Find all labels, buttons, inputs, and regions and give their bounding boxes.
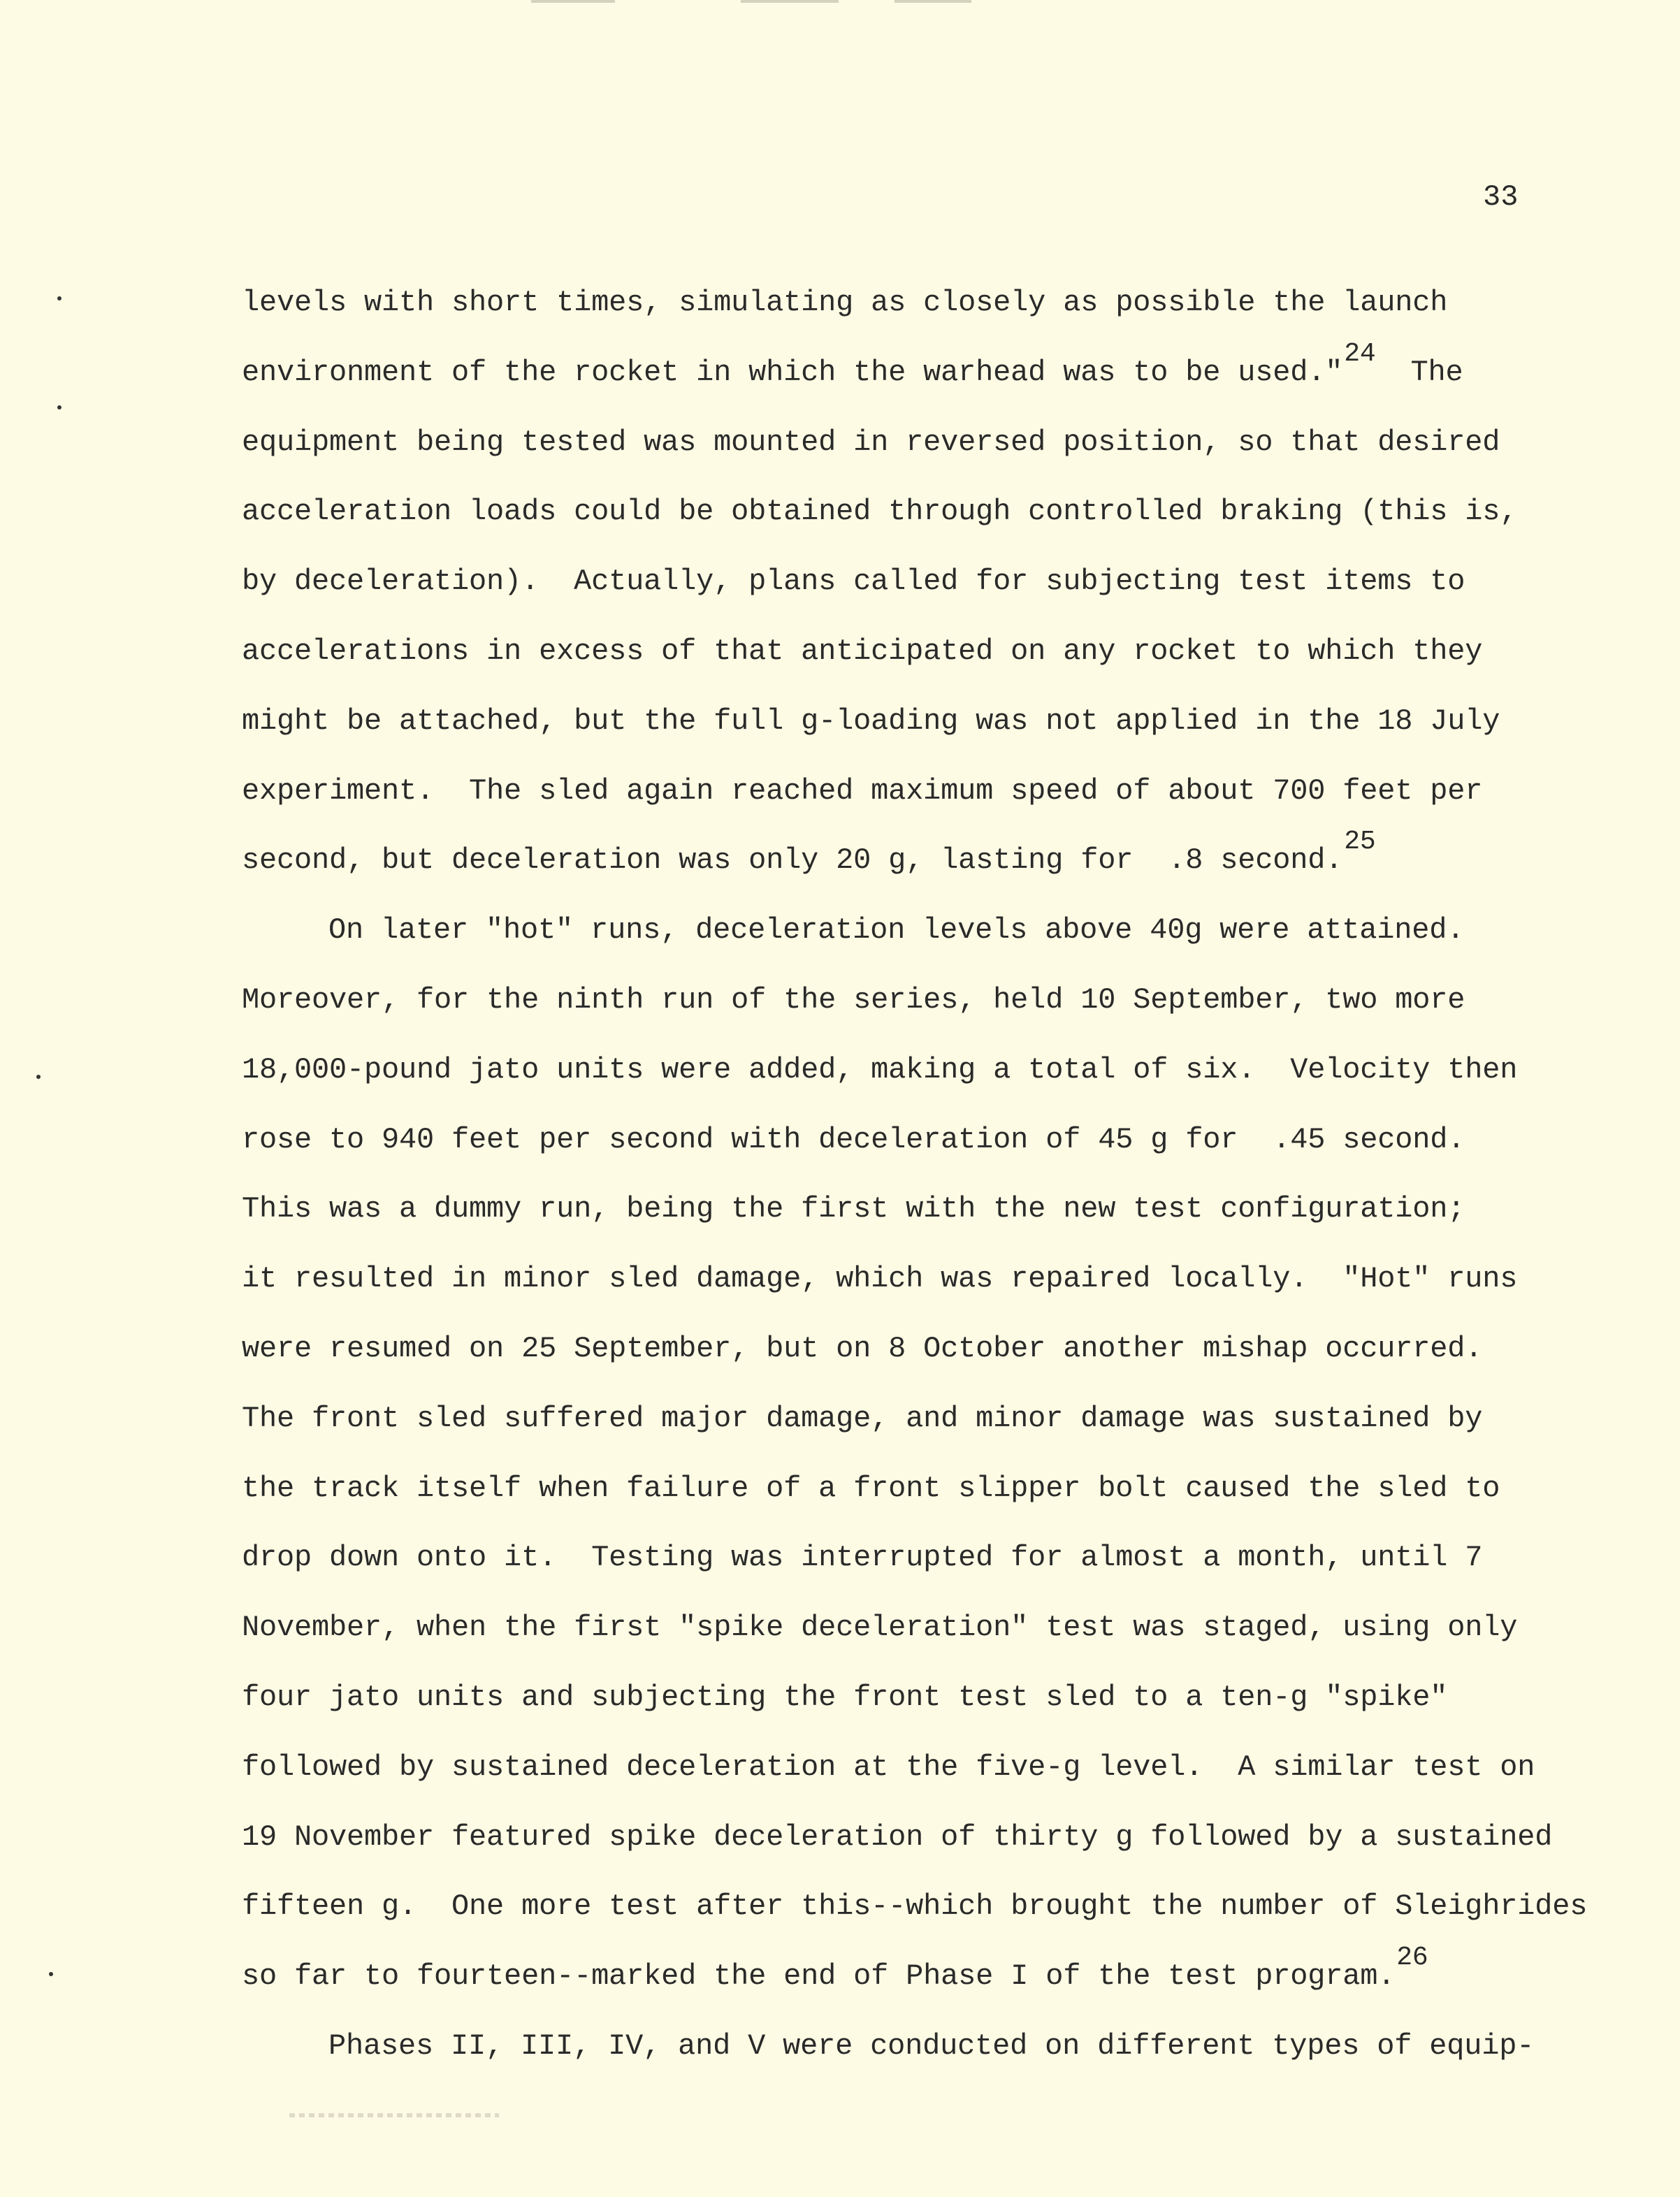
line-text: were resumed on 25 September, but on 8 October another mishap occurred. [242, 1331, 1483, 1365]
text-line [242, 697, 1612, 767]
line-text: might be attached, but the full g-loading was not applied in the 18 July [242, 704, 1500, 738]
margin-mark [57, 405, 61, 409]
scan-artifact [531, 0, 615, 3]
footnote-marker: 24 [1344, 338, 1376, 369]
text-line [242, 338, 1612, 418]
text-line [242, 1603, 1612, 1673]
text-line [242, 1464, 1612, 1534]
text-line [242, 906, 1612, 976]
text-line [242, 1254, 1612, 1324]
line-text: Moreover, for the ninth run of the series, held 10 September, two more [242, 983, 1465, 1017]
line-text: experiment. The sled again reached maximum speed of about 700 feet per [242, 774, 1483, 808]
line-text: 19 November featured spike deceleration of thirty g followed by a sustained [242, 1820, 1553, 1854]
text-line [242, 1533, 1612, 1603]
line-text: 18,000-pound jato units were added, making a total of six. Velocity then [242, 1052, 1518, 1087]
text-line [242, 1184, 1612, 1254]
footnote-marker: 25 [1344, 827, 1376, 857]
line-text: drop down onto it. Testing was interrupted for almost a month, until 7 [242, 1541, 1483, 1575]
line-text: the track itself when failure of a front slipper bolt caused the sled to [242, 1471, 1500, 1505]
text-line [242, 827, 1612, 906]
text-line [242, 976, 1612, 1045]
line-text: On later "hot" runs, deceleration levels above 40g were attained. [328, 913, 1465, 948]
line-text: This was a dummy run, being the first with the new test configuration; [242, 1192, 1465, 1226]
text-line [242, 487, 1612, 557]
text-line [242, 1743, 1612, 1813]
line-text: by deceleration). Actually, plans called for subjecting test items to [242, 565, 1465, 599]
text-line [242, 1045, 1612, 1115]
margin-mark [49, 1972, 53, 1976]
text-line [242, 1813, 1612, 1883]
scan-artifact [895, 0, 971, 3]
text-line [242, 2022, 1612, 2091]
line-text: accelerations in excess of that anticipated on any rocket to which they [242, 634, 1483, 668]
text-line [242, 1673, 1612, 1743]
footnote-marker: 26 [1396, 1943, 1428, 1973]
text-line [242, 1115, 1612, 1185]
text-line [242, 278, 1612, 348]
line-text: The front sled suffered major damage, and minor damage was sustained by [242, 1401, 1483, 1435]
line-text: Phases II, III, IV, and V were conducted on different types of equip- [328, 2029, 1535, 2063]
line-text: November, when the first "spike deceleration" test was staged, using only [242, 1611, 1518, 1645]
line-text: rose to 940 feet per second with deceleration of 45 g for .45 second. [242, 1122, 1465, 1156]
line-text: so far to fourteen--marked the end of Phase I of the test program. [242, 1959, 1396, 1994]
scan-artifact [741, 0, 839, 3]
body-text [242, 278, 1612, 2091]
text-line [242, 557, 1612, 627]
margin-mark [36, 1075, 41, 1079]
text-line [242, 1324, 1612, 1394]
scan-artifact [289, 2113, 499, 2117]
text-line [242, 1882, 1612, 1952]
page-number: 33 [1483, 180, 1519, 214]
line-text: acceleration loads could be obtained through controlled braking (this is, [242, 495, 1518, 529]
line-text: followed by sustained deceleration at the five-g level. A similar test on [242, 1750, 1535, 1784]
line-text: second, but deceleration was only 20 g, lasting for .8 second. [242, 843, 1343, 878]
line-text: levels with short times, simulating as closely as possible the launch [242, 286, 1448, 319]
line-text: fifteen g. One more test after this--which brought the number of Sleighrides [242, 1890, 1588, 1924]
text-line [242, 418, 1612, 488]
line-text: environment of the rocket in which the warhead was to be used." [242, 355, 1343, 389]
line-text: four jato units and subjecting the front test sled to a ten-g "spike" [242, 1680, 1448, 1714]
text-line [242, 1394, 1612, 1464]
line-text-continued: The [1375, 355, 1463, 389]
text-line [242, 767, 1612, 836]
margin-mark [57, 296, 61, 300]
text-line [242, 1943, 1612, 2022]
line-text: equipment being tested was mounted in reversed position, so that desired [242, 425, 1500, 459]
line-text: it resulted in minor sled damage, which was repaired locally. "Hot" runs [242, 1262, 1518, 1296]
text-line [242, 627, 1612, 697]
